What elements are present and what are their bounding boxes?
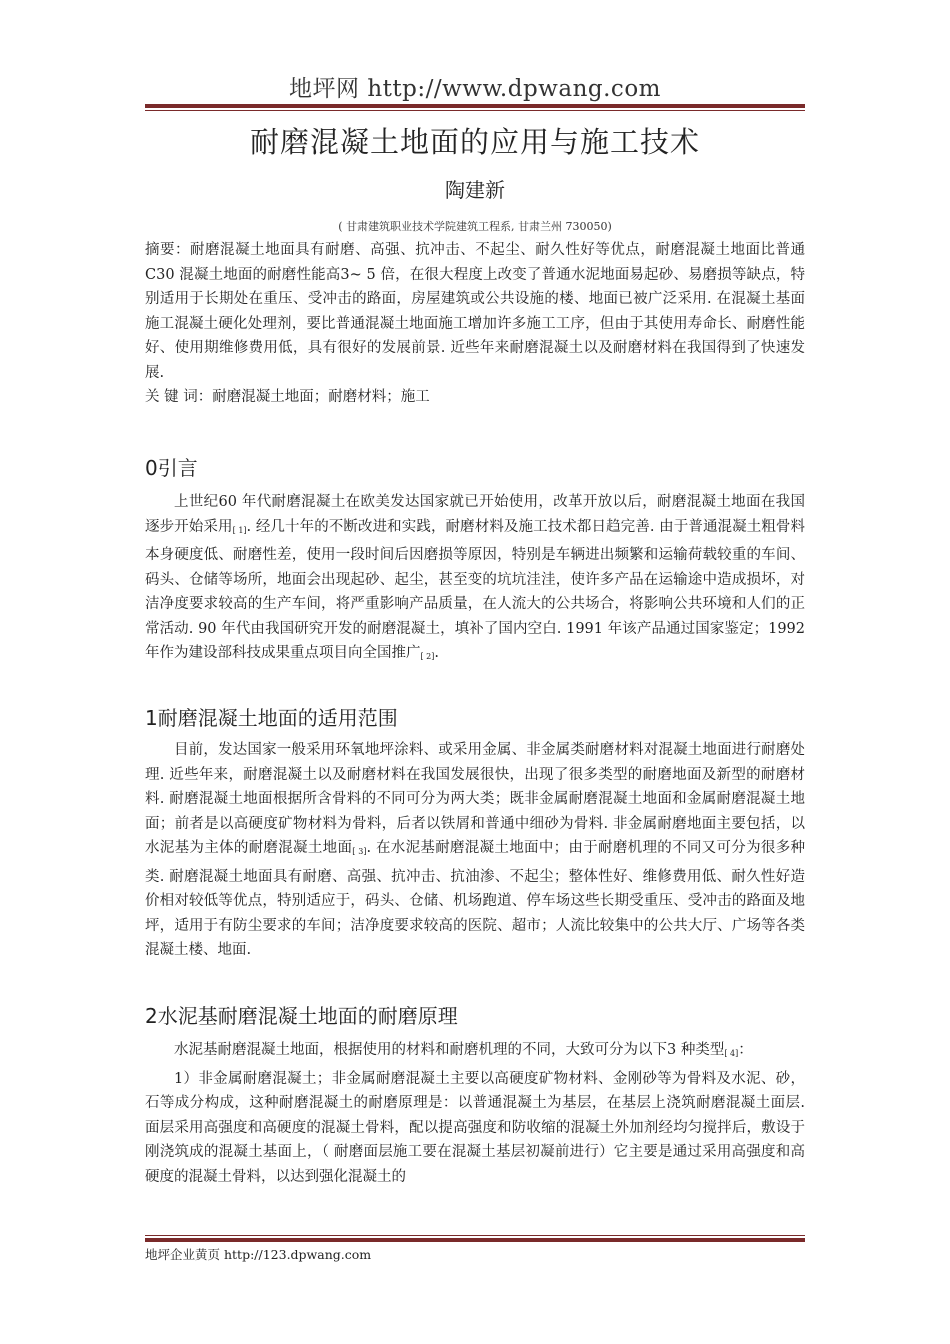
- section-principle-body: [145, 1038, 805, 1189]
- abstract-text: 摘要：耐磨混凝土地面具有耐磨、高强、抗冲击、不起尘、耐久性好等优点，耐磨混凝土地面比普通C30 混凝土地面的耐磨性能高3~ 5 倍，在很大程度上改变了普通水泥地面易起砂、易磨损等缺点，特别适用于长期处在重压、受冲击的路面，房屋建筑或公共设施的楼、地面已被广泛采用. 在混凝土基面施工混凝土硬化处理剂，要比普通混凝土地面施工增加许多施工工序，但由于其使用寿命长、耐磨性能好、使用期维修费用低，具有很好的发展前景. 近些年来耐磨混凝土以及耐磨材料在我国得到了快速发展.: [145, 242, 805, 381]
- footer-rule-thick: [145, 1238, 805, 1242]
- footer-rule-thin: [145, 1235, 805, 1236]
- citation: [ 4]: [724, 1049, 739, 1058]
- author-name: 陶建新: [445, 178, 505, 202]
- paragraph: 目前，发达国家一般采用环氧地坪涂料、或采用金属、非金属类耐磨材料对混凝土地面进行耐磨处理. 近些年来，耐磨混凝土以及耐磨材料在我国发展很快，出现了很多类型的耐磨地面及新型的耐磨材料. 耐磨混凝土地面根据所含骨料的不同可分为两大类；既非金属耐磨混凝土地面和金属耐磨混凝土地面；前者是以高硬度矿物材料为骨料，后者以铁屑和普通中细砂为骨料. 非金属耐磨地面主要包括，以水泥基为主体的耐磨混凝土地面[ 3]. 在水泥基耐磨混凝土地面中；由于耐磨机理的不同又可分为很多种类. 耐磨混凝土地面具有耐磨、高强、抗冲击、抗油渗、不起尘；整体性好、维修费用低、耐久性好造价相对较低等优点，特别适应于，码头、仓储、机场跑道、停车场这些长期受重压、受冲击的路面及地坪，适用于有防尘要求的车间；洁净度要求较高的医院、超市；人流比较集中的公共大厅、广场等各类混凝土楼、地面.: [145, 742, 806, 958]
- author-affiliation: ( 甘肃建筑职业技术学院建筑工程系, 甘肃兰州 730050): [338, 220, 612, 233]
- section-heading-intro: 0引言: [145, 456, 198, 480]
- section-scope-body: [145, 738, 805, 963]
- footer-text: 地坪企业黄页 http://123.dpwang.com: [145, 1247, 372, 1262]
- paragraph: 1）非金属耐磨混凝土；非金属耐磨混凝土主要以高硬度矿物材料、金刚砂等为骨料及水泥、砂，石等成分构成，这种耐磨混凝土的耐磨原理是：以普通混凝土为基层，在基层上浇筑耐磨混凝土面层. 面层采用高强度和高硬度的混凝土骨料，配以提高强度和防收缩的混凝土外加剂经均匀搅拌后，敷设于刚浇筑成的混凝土基面上，（ 耐磨面层施工要在混凝土基层初凝前进行）它主要是通过采用高强度和高硬度的混凝土骨料，以达到强化混凝土的: [145, 1070, 805, 1185]
- section-intro-body: [145, 490, 805, 670]
- section-heading-principle: 2水泥基耐磨混凝土地面的耐磨原理: [145, 1004, 458, 1028]
- paragraph: 水泥基耐磨混凝土地面，根据使用的材料和耐磨机理的不同，大致可分为以下3 种类型[ 4]：: [174, 1042, 753, 1058]
- header-rule-thick: [145, 104, 805, 108]
- citation: [ 2]: [420, 652, 435, 661]
- abstract: [145, 238, 805, 410]
- citation: [ 3]: [352, 847, 367, 856]
- section-heading-scope: 1耐磨混凝土地面的适用范围: [145, 706, 398, 730]
- site-header: 地坪网 http://www.dpwang.com: [289, 76, 661, 102]
- keywords: 关 键 词：耐磨混凝土地面；耐磨材料；施工: [145, 389, 430, 405]
- paragraph: 上世纪60 年代耐磨混凝土在欧美发达国家就已开始使用，改革开放以后，耐磨混凝土地面在我国逐步开始采用[ 1]. 经几十年的不断改进和实践，耐磨材料及施工技术都日趋完善. 由于普通混凝土粗骨料本身硬度低、耐磨性差，使用一段时间后因磨损等原因，特别是车辆进出频繁和运输荷载较重的车间、码头、仓储等场所，地面会出现起砂、起尘，甚至变的坑坑洼洼，使许多产品在运输途中造成损坏，对洁净度要求较高的生产车间，将严重影响产品质量，在人流大的公共场合，将影响公共环境和人们的正常活动. 90 年代由我国研究开发的耐磨混凝土，填补了国内空白. 1991 年该产品通过国家鉴定；1992 年作为建设部科技成果重点项目向全国推广[ 2].: [145, 494, 806, 661]
- header-rule-thin: [145, 110, 805, 111]
- document-title: 耐磨混凝土地面的应用与施工技术: [249, 125, 700, 159]
- citation: [ 1]: [232, 525, 247, 535]
